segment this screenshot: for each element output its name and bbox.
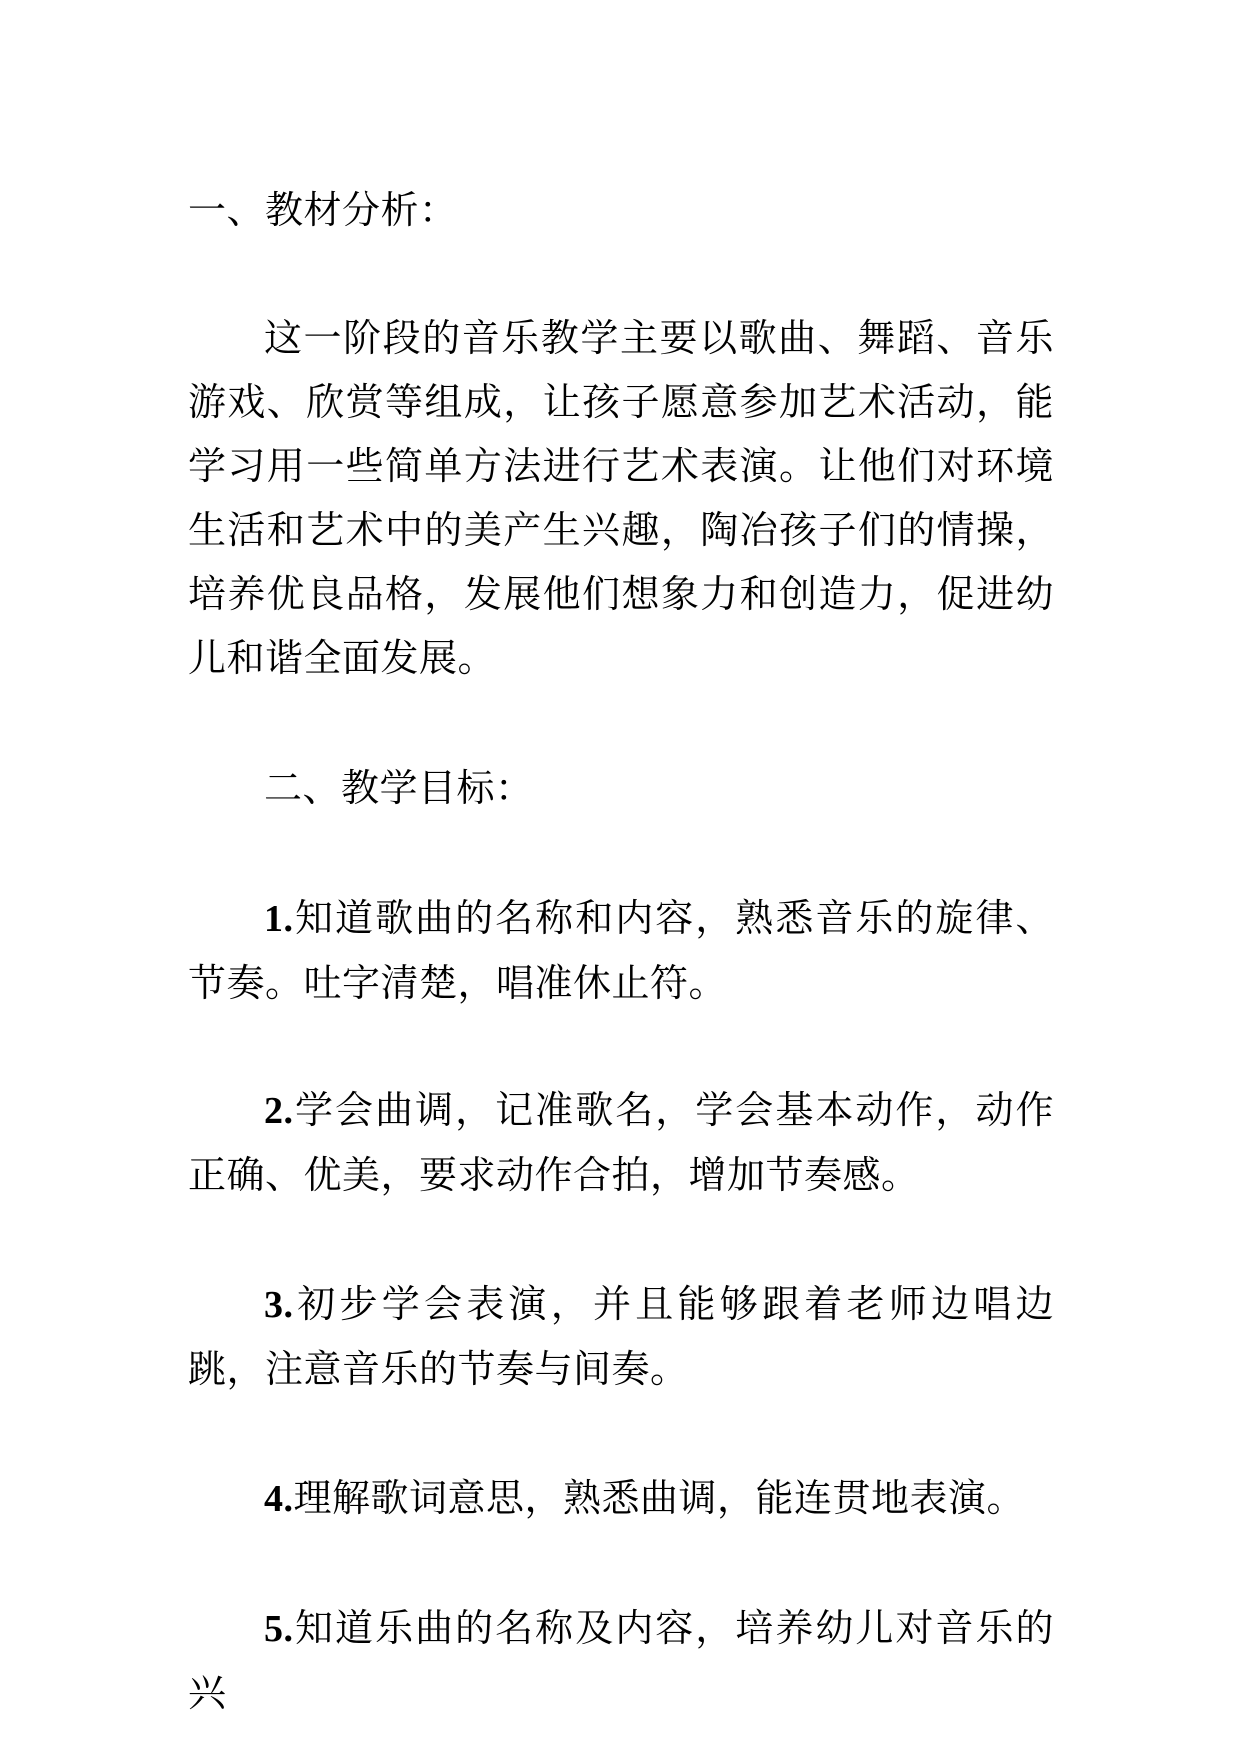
goal-item-text: 知道乐曲的名称及内容，培养幼儿对音乐的兴 — [188, 1606, 1054, 1715]
goal-item-number: 4. — [264, 1478, 294, 1520]
goal-item-4 — [188, 1466, 1054, 1531]
section-heading-textbook-analysis: 一、教材分析： — [188, 188, 458, 232]
section-heading-teaching-goals: 二、教学目标： — [264, 766, 534, 810]
goal-item-text: 理解歌词意思，熟悉曲调，能连贯地表演。 — [293, 1476, 1026, 1520]
goal-item-text: 学会曲调，记准歌名，学会基本动作，动作正确、优美，要求动作合拍，增加节奏感。 — [188, 1088, 1054, 1197]
goal-item-number: 3. — [264, 1284, 294, 1326]
goal-item-text: 初步学会表演，并且能够跟着老师边唱边跳，注意音乐的节奏与间奏。 — [188, 1282, 1054, 1391]
goal-item-2 — [188, 1078, 1054, 1207]
goal-item-text: 知道歌曲的名称和内容，熟悉音乐的旋律、节奏。吐字清楚，唱准休止符。 — [188, 896, 1054, 1005]
goal-item-5 — [188, 1596, 1054, 1725]
textbook-analysis-paragraph: 这一阶段的音乐教学主要以歌曲、舞蹈、音乐游戏、欣赏等组成，让孩子愿意参加艺术活动，能学习用一些简单方法进行艺术表演。让他们对环境生活和艺术中的美产生兴趣，陶冶孩子们的情操，培养优良品格，发展他们想象力和创造力，促进幼儿和谐全面发展。 — [188, 316, 1054, 680]
goal-item-number: 2. — [264, 1090, 294, 1132]
goal-item-number: 5. — [264, 1608, 294, 1650]
goal-item-3 — [188, 1272, 1054, 1401]
goal-item-1 — [188, 886, 1054, 1015]
goal-item-number: 1. — [264, 898, 294, 940]
